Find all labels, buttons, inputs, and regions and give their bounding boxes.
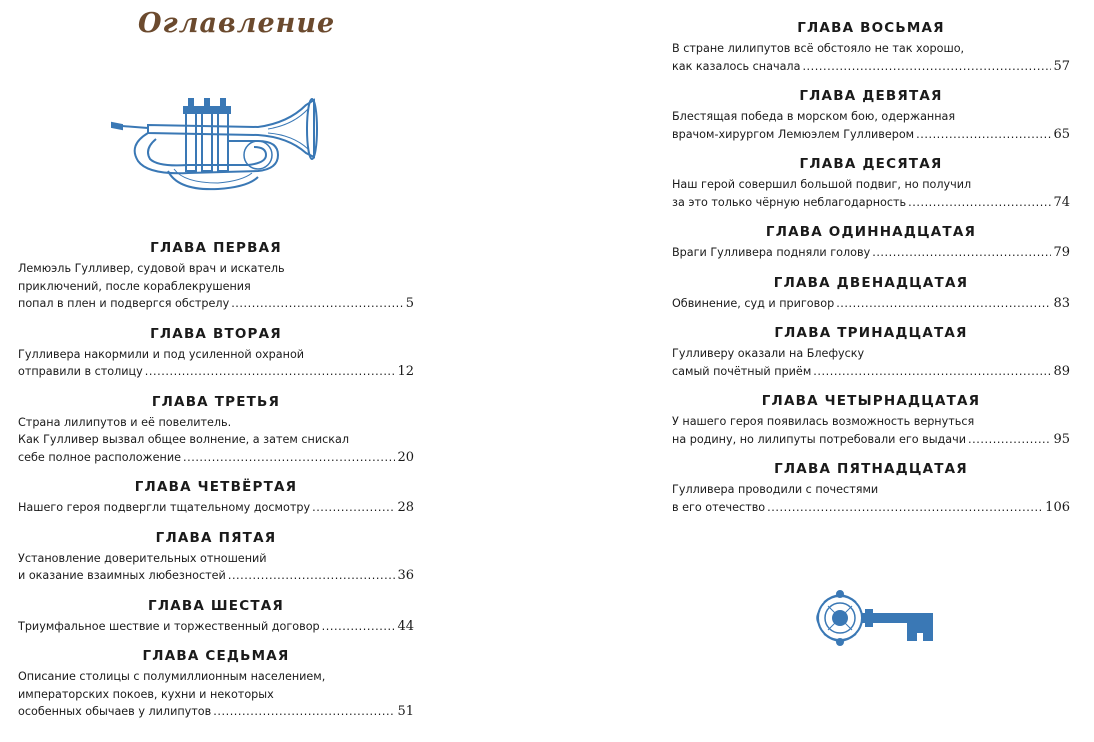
dot-leader xyxy=(231,295,404,313)
chapter-description-line: Установление доверительных отношений xyxy=(18,551,267,565)
chapter-heading: ГЛАВА ВОСЬМАЯ xyxy=(797,20,945,36)
toc-entry[interactable] xyxy=(672,295,1070,313)
toc-chapter xyxy=(18,477,414,528)
toc-chapter xyxy=(18,392,414,478)
chapter-heading: ГЛАВА ДЕСЯТАЯ xyxy=(799,156,943,172)
chapter-description-line: Нашего героя подвергли тщательному досмотру xyxy=(18,501,311,514)
chapter-heading: ГЛАВА СЕДЬМАЯ xyxy=(142,648,290,664)
chapter-description-line: Страна лилипутов и её повелитель. xyxy=(18,415,232,429)
page-number: 44 xyxy=(397,618,414,634)
toc-entry[interactable] xyxy=(18,449,414,467)
dot-leader xyxy=(968,431,1051,449)
chapter-description-line: отправили в столицу xyxy=(18,365,143,378)
toc-entry[interactable] xyxy=(672,244,1070,262)
page-number: 65 xyxy=(1053,126,1070,142)
page-number: 5 xyxy=(405,296,414,311)
page-number: 36 xyxy=(397,568,414,583)
dot-leader xyxy=(908,194,1051,212)
chapter-heading: ГЛАВА ЧЕТВЁРТАЯ xyxy=(134,479,298,495)
chapter-description-line: и оказание взаимных любезностей xyxy=(18,569,226,582)
page-number: 106 xyxy=(1045,499,1070,515)
toc-chapter xyxy=(672,459,1070,516)
chapter-description-line: В стране лилипутов всё обстояло не так хорошо, xyxy=(672,42,965,55)
toc-chapter xyxy=(672,222,1070,273)
chapter-description-line: Как Гулливер вызвал общее волнение, а затем снискал xyxy=(18,433,350,446)
page-title: Оглавление xyxy=(138,8,336,39)
toc-chapter xyxy=(672,18,1070,86)
toc-entry[interactable] xyxy=(18,618,414,636)
chapter-heading: ГЛАВА ШЕСТАЯ xyxy=(148,597,284,614)
toc-chapter xyxy=(672,391,1070,459)
chapter-description-line: в его отечество xyxy=(672,500,766,514)
dot-leader xyxy=(916,126,1051,144)
dot-leader xyxy=(322,618,396,636)
chapter-description-line: приключений, после кораблекрушения xyxy=(18,279,251,293)
chapter-heading: ГЛАВА ПЕРВАЯ xyxy=(150,240,282,256)
toc-chapter xyxy=(18,646,414,721)
chapter-heading: ГЛАВА ТРИНАДЦАТАЯ xyxy=(774,325,968,341)
dot-leader xyxy=(802,58,1051,76)
toc-entry[interactable] xyxy=(672,58,1070,76)
dot-leader xyxy=(145,363,396,381)
key-illustration xyxy=(810,588,936,650)
page-number: 20 xyxy=(397,449,414,465)
chapter-description-line: как казалось сначала xyxy=(672,59,801,73)
toc-chapter xyxy=(672,323,1070,391)
chapter-description-line: Описание столицы с полумиллионным населением, xyxy=(18,670,326,683)
chapter-description-line: особенных обычаев у лилипутов xyxy=(18,705,212,718)
toc-entry[interactable] xyxy=(18,499,414,517)
chapter-description-line: У нашего героя появилась возможность вернуться xyxy=(672,415,975,428)
page-number: 57 xyxy=(1053,58,1070,74)
chapter-description-line: Гулливеру оказали на Блефуску xyxy=(672,347,865,360)
chapter-description-line: Триумфальное шествие и торжественный договор xyxy=(18,619,320,633)
page-number: 89 xyxy=(1053,363,1070,379)
toc-entry[interactable] xyxy=(672,126,1070,144)
page-number: 95 xyxy=(1053,431,1070,447)
dot-leader xyxy=(213,703,395,721)
chapter-description-line: себе полное расположение xyxy=(18,450,181,464)
toc-entry[interactable] xyxy=(672,194,1070,212)
chapter-description-line: Наш герой совершил большой подвиг, но получил xyxy=(672,178,972,191)
page-number: 51 xyxy=(397,704,414,719)
chapter-description-line: Гулливера накормили и под усиленной охраной xyxy=(18,347,305,361)
toc-left-column xyxy=(18,238,414,721)
toc-chapter xyxy=(672,273,1070,324)
toc-entry[interactable] xyxy=(672,363,1070,381)
toc-entry[interactable] xyxy=(672,499,1070,517)
chapter-description-line: за это только чёрную неблагодарность xyxy=(672,195,907,209)
dot-leader xyxy=(228,567,396,585)
toc-entry[interactable] xyxy=(18,295,414,313)
toc-chapter xyxy=(18,596,414,647)
page-number: 74 xyxy=(1053,194,1070,210)
page-number: 79 xyxy=(1053,245,1070,260)
page-number: 28 xyxy=(397,500,414,515)
toc-entry[interactable] xyxy=(672,431,1070,449)
chapter-description-line: Обвинение, суд и приговор xyxy=(672,296,835,310)
toc-right-column xyxy=(672,18,1070,516)
toc-chapter xyxy=(18,238,414,324)
chapter-description-line: врачом-хирургом Лемюэлем Гулливером xyxy=(672,127,915,141)
toc-chapter xyxy=(672,86,1070,154)
chapter-description-line: Блестящая победа в морском бою, одержанная xyxy=(672,110,956,123)
chapter-heading: ГЛАВА ЧЕТЫРНАДЦАТАЯ xyxy=(761,393,981,409)
dot-leader xyxy=(813,363,1051,381)
chapter-description-line: попал в плен и подвергся обстрелу xyxy=(18,297,230,310)
page-number: 12 xyxy=(397,364,414,379)
chapter-description-line: императорских покоев, кухни и некоторых xyxy=(18,687,274,701)
dot-leader xyxy=(836,295,1051,313)
chapter-description-line: самый почётный приём xyxy=(672,364,812,378)
chapter-description-line: Враги Гулливера подняли голову xyxy=(672,246,871,259)
chapter-heading: ГЛАВА ВТОРАЯ xyxy=(150,325,282,342)
toc-chapter xyxy=(18,528,414,596)
toc-entry[interactable] xyxy=(18,363,414,381)
page-number: 83 xyxy=(1053,295,1070,311)
chapter-heading: ГЛАВА ОДИННАДЦАТАЯ xyxy=(765,224,977,240)
chapter-heading: ГЛАВА ПЯТАЯ xyxy=(155,529,277,546)
toc-chapter xyxy=(672,154,1070,222)
toc-entry[interactable] xyxy=(18,703,414,721)
chapter-heading: ГЛАВА ТРЕТЬЯ xyxy=(151,393,281,410)
dot-leader xyxy=(183,449,395,467)
dot-leader xyxy=(312,499,395,517)
chapter-heading: ГЛАВА ПЯТНАДЦАТАЯ xyxy=(774,461,968,477)
chapter-description-line: Лемюэль Гулливер, судовой врач и искатель xyxy=(18,262,285,275)
chapter-heading: ГЛАВА ДЕВЯТАЯ xyxy=(799,88,943,104)
chapter-heading: ГЛАВА ДВЕНАДЦАТАЯ xyxy=(773,274,969,291)
trumpet-illustration xyxy=(108,95,320,200)
dot-leader xyxy=(872,244,1051,262)
dot-leader xyxy=(767,499,1043,517)
toc-chapter xyxy=(18,324,414,392)
toc-entry[interactable] xyxy=(18,567,414,585)
chapter-description-line: Гулливера проводили с почестями xyxy=(672,483,879,496)
chapter-description-line: на родину, но лилипуты потребовали его выдачи xyxy=(672,432,967,446)
